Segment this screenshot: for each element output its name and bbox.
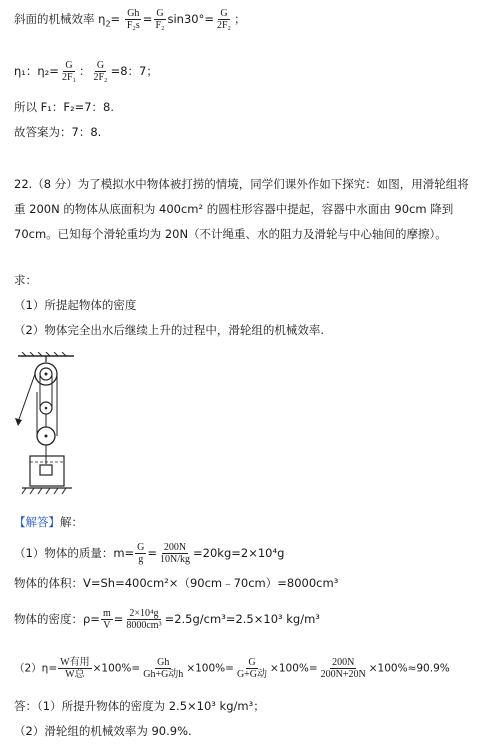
denominator: 2F₁	[61, 72, 76, 83]
denominator: V	[103, 620, 111, 631]
answer-line: 故答案为：7：8.	[14, 125, 102, 139]
numerator: W有用	[60, 657, 90, 668]
text: =8：7；	[110, 64, 158, 78]
text: （2）η=	[14, 662, 58, 675]
denominator: g	[138, 554, 144, 565]
ask-label: 求：	[14, 273, 37, 287]
numerator: G	[156, 8, 164, 19]
ground-hatch	[22, 488, 66, 494]
denominator: G+G动	[236, 669, 268, 680]
fraction	[124, 608, 163, 631]
fraction	[92, 60, 110, 83]
denominator: F₂s	[126, 20, 140, 31]
fraction	[141, 657, 185, 680]
text: =20kg=2×10⁴g	[193, 546, 285, 560]
ropes	[18, 374, 57, 464]
efficiency-incline-line: 斜面的机械效率 $\eta_2=$ $\frac{Gh}{\text{F₂s}}$ = $\frac{G}{\text{F₂}}$ sin30°= $\frac{G}{\text{2F₂}}$ ；	[14, 8, 246, 31]
fraction	[153, 8, 166, 31]
numerator: 200N	[332, 657, 355, 668]
text: 物体的密度：ρ=	[14, 612, 100, 626]
fraction	[60, 60, 78, 83]
force-ratio-line: 所以 F₁：F₂=7：8.	[14, 100, 115, 114]
pulley-diagram	[12, 352, 82, 502]
denominator: 200N+20N	[320, 669, 366, 680]
text: 斜面的机械效率 η	[14, 12, 106, 26]
numerator: 2×10⁴g	[129, 608, 159, 619]
question-2: （2）物体完全出水后继续上升的过程中，滑轮组的机械效率.	[14, 323, 324, 337]
numerator: G	[65, 60, 73, 71]
solution-density-line	[14, 608, 320, 631]
fraction	[319, 657, 368, 680]
answer-efficiency: （2）滑轮组的机械效率为 90.9%.	[14, 724, 192, 738]
efficiency-ratio-line	[14, 60, 158, 83]
denominator: 10N/kg	[160, 554, 191, 565]
numerator: Gh	[127, 8, 140, 19]
numerator: G	[137, 542, 145, 553]
text: =	[113, 612, 124, 626]
fraction	[235, 657, 269, 680]
fraction	[125, 8, 142, 31]
text: ×100%=	[186, 662, 234, 675]
numerator: G	[220, 8, 228, 19]
numerator: G	[248, 657, 256, 668]
text: ；	[234, 12, 246, 26]
text: ×100%≈90.9%	[368, 662, 450, 675]
fraction	[101, 608, 113, 631]
subscript: 2	[105, 19, 111, 29]
text: ：	[79, 64, 91, 78]
solution-volume-line: 物体的体积：V=Sh=400cm²×（90cm﹣70cm）=8000cm³	[14, 576, 339, 590]
fraction	[58, 657, 91, 680]
text: η₁：η₂=	[14, 64, 59, 78]
solution-header	[14, 514, 83, 530]
pull-arrow	[15, 418, 22, 426]
denominator: 8000cm³	[126, 620, 162, 631]
text: =2.5g/cm³=2.5×10³ kg/m³	[164, 612, 320, 626]
text: 解：	[60, 515, 83, 529]
numerator: 200N	[163, 542, 187, 553]
denominator: 2F₂	[93, 72, 108, 83]
fraction	[215, 8, 233, 31]
question-1: （1）所提起物体的密度	[14, 298, 137, 312]
text: （1）物体的质量：m=	[14, 546, 135, 560]
solution-mass-line	[14, 542, 284, 565]
denominator: Gh+G动h	[143, 669, 184, 680]
text: ×100%=	[92, 662, 141, 675]
denominator: W总	[65, 669, 85, 680]
denominator: F₂	[155, 20, 165, 31]
fraction	[158, 542, 192, 565]
text: sin30°=	[167, 12, 214, 26]
answer-density: 答：（1）所提升物体的密度为 2.5×10³ kg/m³；	[14, 699, 265, 713]
numerator: G	[96, 60, 105, 71]
problem-text: 22.（8 分）为了模拟水中物体被打捞的情境，同学们课外作如下探究：如图，用滑轮组将重 200N 的物体从底面积为 400cm² 的圆柱形容器中提起，容器中水面由 90cm 降到 70cm。已知每个滑轮重均为 20N（不计绳重、水的阻力及滑轮与中心轴间的摩擦）。	[14, 177, 469, 241]
numerator: m	[102, 608, 111, 619]
fraction	[135, 542, 146, 565]
solution-efficiency-line	[14, 657, 450, 680]
text: =	[147, 546, 158, 560]
denominator: 2F₂	[217, 20, 232, 31]
numerator: Gh	[157, 657, 170, 668]
solution-label: 【解答】	[14, 515, 60, 529]
object-block	[40, 465, 52, 475]
text: =	[110, 12, 121, 26]
text: ×100%=	[270, 662, 318, 675]
